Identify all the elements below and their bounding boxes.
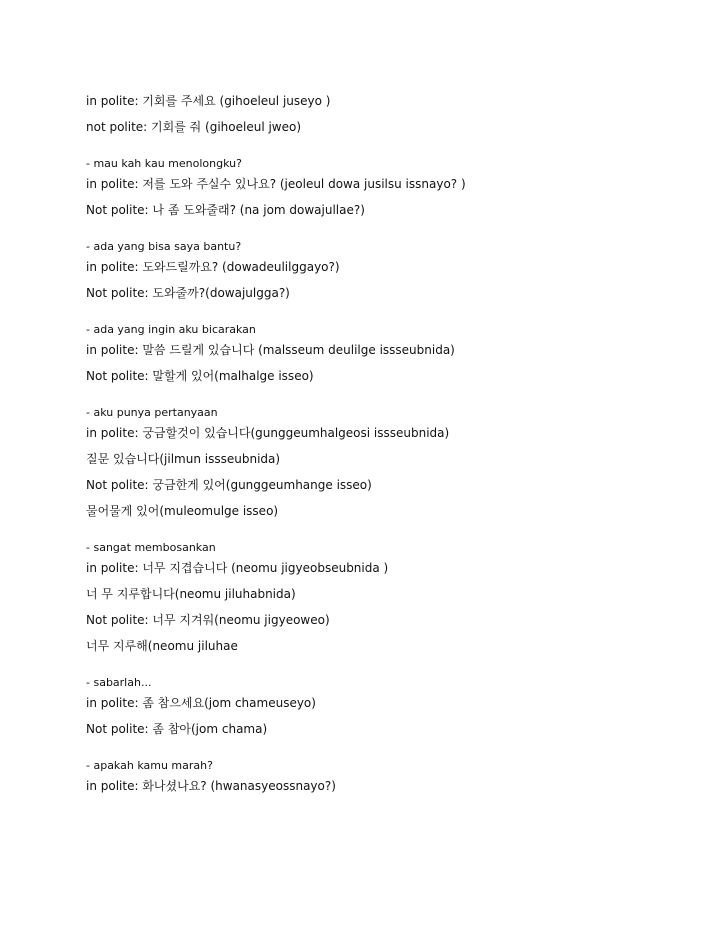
text-line: 너 무 지루합니다(neomu jiluhabnida) — [86, 587, 296, 601]
text-line: in polite: 좀 참으세요(jom chameuseyo) — [86, 696, 316, 710]
text-line: in polite: 기회를 주세요 (gihoeleul juseyo ) — [86, 94, 331, 108]
text-line: - sangat membosankan — [86, 541, 216, 554]
text-line: in polite: 궁금할것이 있습니다(gunggeumhalgeosi issseubnida) — [86, 426, 450, 440]
text-line: Not polite: 말할게 있어(malhalge isseo) — [86, 369, 314, 383]
text-line: 너무 지루해(neomu jiluhae — [86, 639, 238, 653]
text-line: in polite: 너무 지겹습니다 (neomu jigyeobseubnida ) — [86, 561, 389, 575]
text-line: Not polite: 궁금한게 있어(gunggeumhange isseo) — [86, 478, 372, 492]
text-line: Not polite: 도와줄까?(dowajulgga?) — [86, 286, 290, 300]
text-line: in polite: 저를 도와 주실수 있나요? (jeoleul dowa jusilsu issnayo? ) — [86, 177, 466, 191]
text-line: not polite: 기회를 줘 (gihoeleul jweo) — [86, 120, 302, 134]
text-line: Not polite: 좀 참아(jom chama) — [86, 722, 268, 736]
text-line: 물어물게 있어(muleomulge isseo) — [86, 504, 279, 518]
text-line: in polite: 화나셨나요? (hwanasyeossnayo?) — [86, 779, 336, 793]
text-line: Not polite: 너무 지겨워(neomu jigyeoweo) — [86, 613, 330, 627]
document-body — [86, 94, 686, 793]
text-line: - ada yang ingin aku bicarakan — [86, 323, 256, 336]
text-line: - ada yang bisa saya bantu? — [86, 240, 242, 253]
text-line: - sabarlah... — [86, 676, 152, 689]
text-line: in polite: 말씀 드릴게 있습니다 (malsseum deulilge issseubnida) — [86, 343, 455, 357]
text-line: 질문 있습니다(jilmun issseubnida) — [86, 452, 281, 466]
text-line: - apakah kamu marah? — [86, 759, 213, 772]
text-line: - aku punya pertanyaan — [86, 406, 218, 419]
text-line: - mau kah kau menolongku? — [86, 157, 242, 170]
text-line: in polite: 도와드릴까요? (dowadeulilggayo?) — [86, 260, 340, 274]
text-line: Not polite: 나 좀 도와줄래? (na jom dowajullae?) — [86, 203, 365, 217]
